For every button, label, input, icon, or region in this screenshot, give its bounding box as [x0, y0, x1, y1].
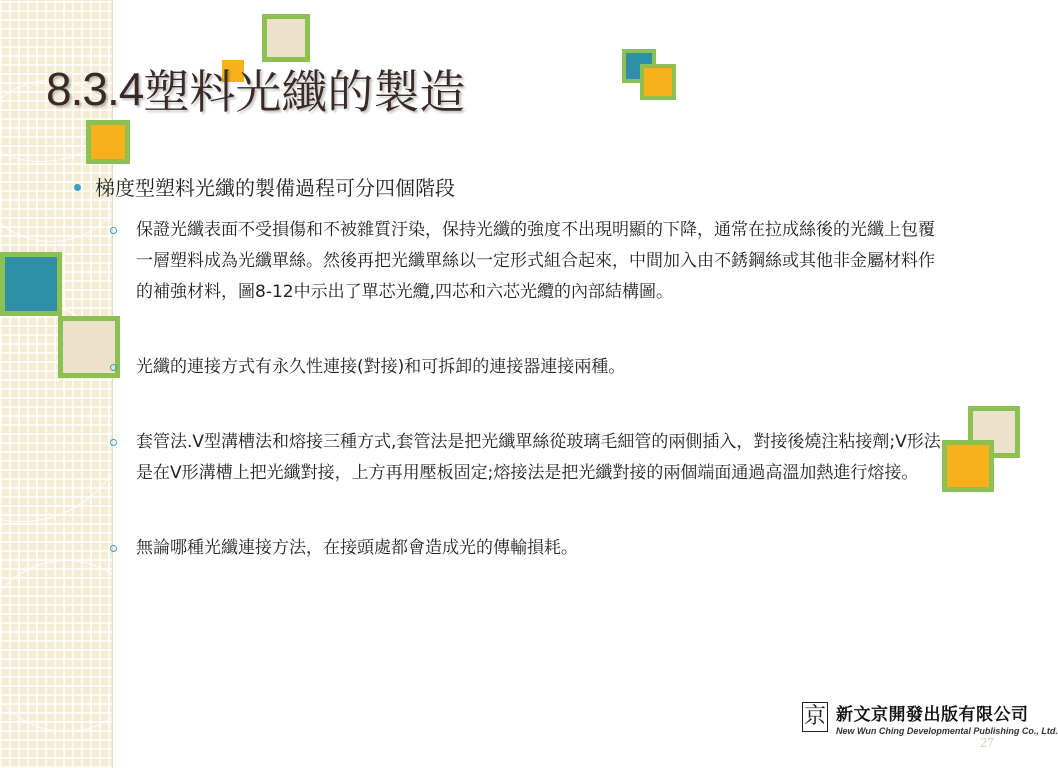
title-number: 8.3.4 [46, 63, 144, 115]
sub-bullet-item [110, 533, 950, 564]
slide-title [46, 56, 465, 126]
title-text: 塑料光纖的製造 [143, 65, 466, 119]
bullet-dot-icon [74, 184, 81, 191]
page-number: 27 [980, 736, 994, 751]
main-bullet [74, 172, 455, 201]
main-bullet-text: 梯度型塑料光纖的製備過程可分四個階段 [95, 176, 455, 200]
sub-bullet-text: 無論哪種光纖連接方法，在接頭處都會造成光的傳輸損耗。 [136, 538, 578, 558]
publisher-logo-icon: 京 [802, 702, 828, 732]
publisher-name-en: New Wun Ching Developmental Publishing Co., Ltd. [836, 726, 1058, 736]
sub-bullet-text: 套管法.V型溝槽法和熔接三種方式,套管法是把光纖單絲從玻璃毛細管的兩側插入，對接後燒注粘接劑;V形法是在V形溝槽上把光纖對接，上方再用壓板固定;熔接法是把光纖對接的兩個端面通過高溫加熱進行熔接。 [136, 432, 941, 483]
deco-square-teal [0, 252, 62, 316]
bullet-ring-icon [110, 439, 117, 446]
sub-bullet-item [110, 352, 950, 383]
deco-square-beige [262, 14, 310, 62]
sub-bullet-item [110, 215, 950, 308]
sub-bullet-item [110, 427, 950, 489]
bullet-ring-icon [110, 364, 117, 371]
sub-bullet-text: 光纖的連接方式有永久性連接(對接)和可拆卸的連接器連接兩種。 [136, 357, 626, 377]
bullet-ring-icon [110, 227, 117, 234]
publisher-name-cn: 新文京開發出版有限公司 [836, 705, 1029, 725]
sub-bullet-list [110, 215, 950, 608]
deco-square-orange [86, 120, 130, 164]
deco-square-orange [640, 64, 676, 100]
bullet-ring-icon [110, 545, 117, 552]
sub-bullet-text: 保證光纖表面不受損傷和不被雜質汙染，保持光纖的強度不出現明顯的下降，通常在拉成絲後的光纖上包覆一層塑料成為光纖單絲。然後再把光纖單絲以一定形式組合起來，中間加入由不銹鋼絲或其他非金屬材料作的補強材料，圖8-12中示出了單芯光纜,四芯和六芯光纜的內部結構圖。 [136, 220, 935, 302]
